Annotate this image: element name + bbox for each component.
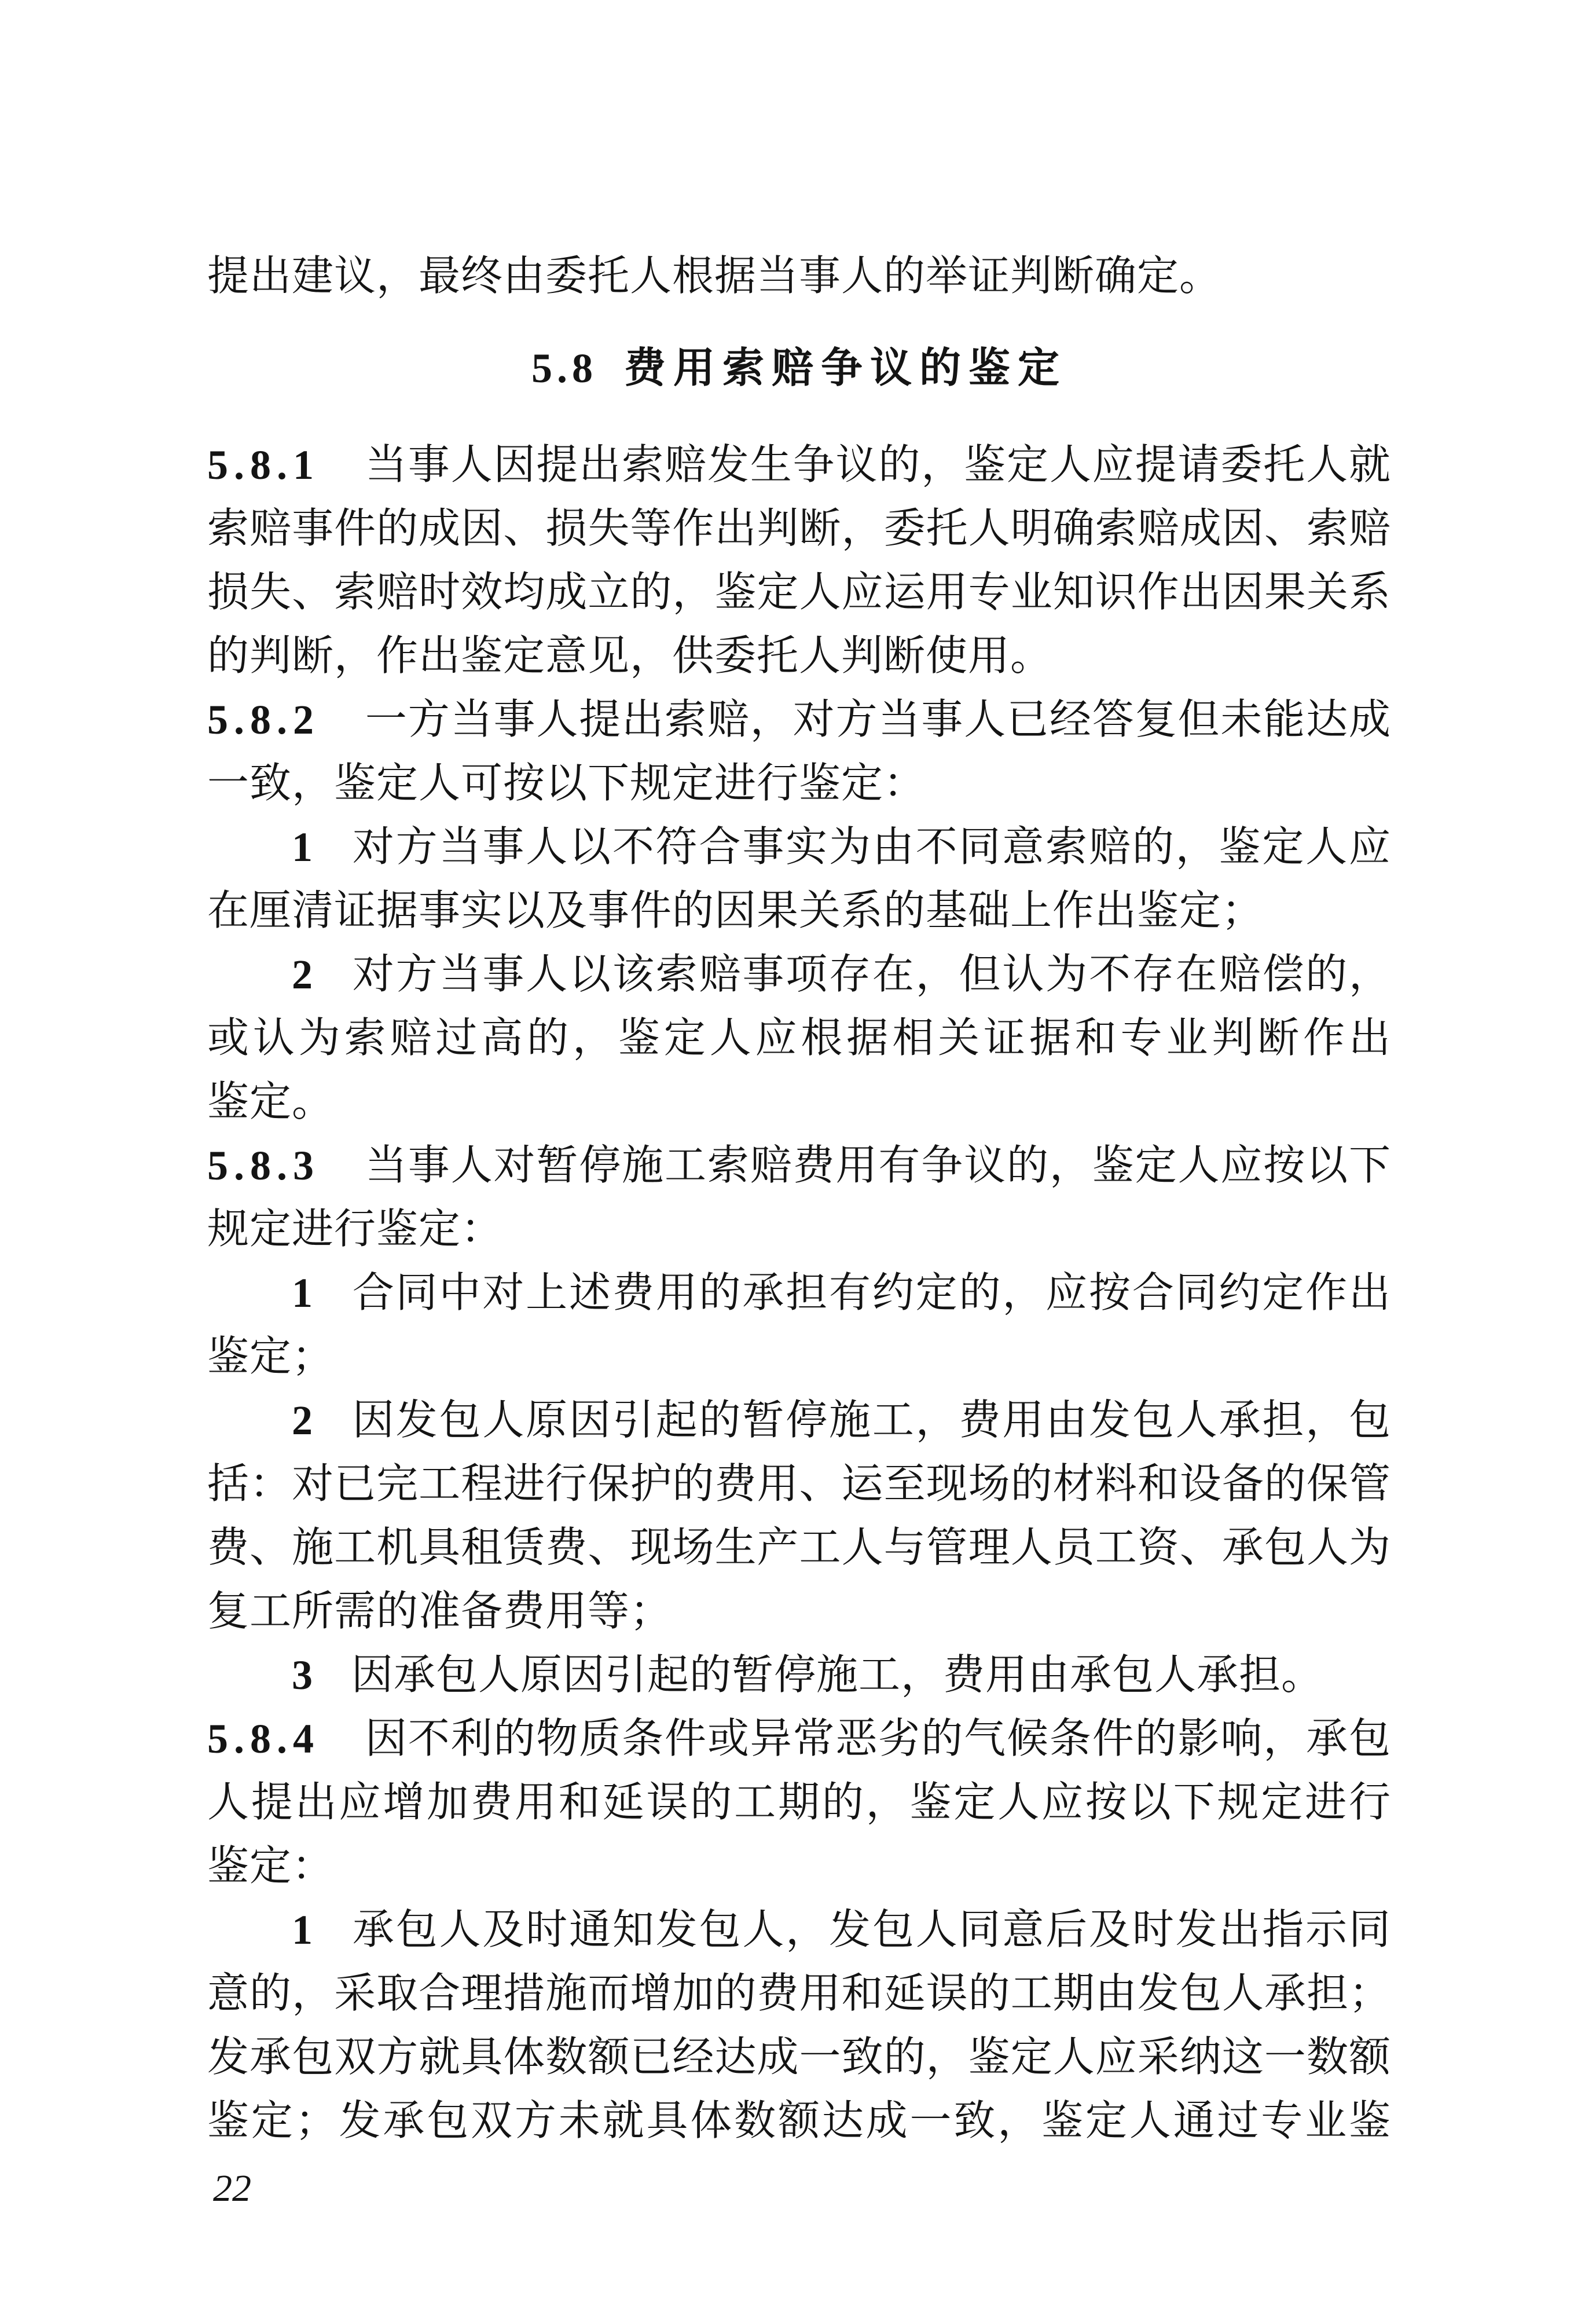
clause-line: 鉴定；发承包双方未就具体数额达成一致，鉴定人通过专业鉴 xyxy=(207,2098,1391,2144)
item-number: 3 xyxy=(292,1652,313,1698)
clause-line: 鉴定。 xyxy=(207,1079,335,1125)
paragraph-continuation-line: 提出建议，最终由委托人根据当事人的举证判断确定。 xyxy=(207,253,1222,299)
clause-line: 一致，鉴定人可按以下规定进行鉴定： xyxy=(207,760,926,807)
clause-line: 1 承包人及时通知发包人，发包人同意后及时发出指示同 xyxy=(292,1907,1391,1953)
clause-line: 人提出应增加费用和延误的工期的，鉴定人应按以下规定进行 xyxy=(207,1779,1391,1826)
clause-line: 2 因发包人原因引起的暂停施工，费用由发包人承担，包 xyxy=(292,1397,1391,1443)
clause-line: 费、施工机具租赁费、现场生产工人与管理人员工资、承包人为 xyxy=(207,1525,1391,1571)
clause-line: 鉴定： xyxy=(207,1843,335,1889)
clause-line: 5.8.3 当事人对暂停施工索赔费用有争议的，鉴定人应按以下 xyxy=(207,1142,1391,1189)
clause-line: 规定进行鉴定： xyxy=(207,1206,504,1252)
clause-lines xyxy=(207,433,1391,2153)
clause-line: 1 对方当事人以不符合事实为由不同意索赔的，鉴定人应 xyxy=(292,824,1391,870)
clause-line: 的判断，作出鉴定意见，供委托人判断使用。 xyxy=(207,633,1053,679)
clause-line: 5.8.4 因不利的物质条件或异常恶劣的气候条件的影响，承包 xyxy=(207,1716,1391,1762)
clause-number: 5.8.4 xyxy=(207,1716,320,1762)
section-heading xyxy=(207,336,1391,400)
clause-number: 5.8.1 xyxy=(207,442,320,488)
clause-line: 3 因承包人原因引起的暂停施工，费用由承包人承担。 xyxy=(292,1652,1324,1698)
clause-line: 在厘清证据事实以及事件的因果关系的基础上作出鉴定； xyxy=(207,888,1264,934)
text-block xyxy=(207,244,1391,2153)
item-number: 2 xyxy=(292,951,313,998)
clause-line: 5.8.1 当事人因提出索赔发生争议的，鉴定人应提请委托人就 xyxy=(207,442,1391,488)
item-number: 1 xyxy=(292,1270,313,1316)
clause-line: 括：对已完工程进行保护的费用、运至现场的材料和设备的保管 xyxy=(207,1461,1391,1507)
clause-line: 复工所需的准备费用等； xyxy=(207,1588,673,1635)
clause-line: 或认为索赔过高的，鉴定人应根据相关证据和专业判断作出 xyxy=(207,1015,1391,1061)
item-number: 1 xyxy=(292,1907,313,1953)
clause-number: 5.8.2 xyxy=(207,697,320,743)
clause-line: 5.8.2 一方当事人提出索赔，对方当事人已经答复但未能达成 xyxy=(207,697,1391,743)
item-number: 2 xyxy=(292,1397,313,1443)
clause-line: 发承包双方就具体数额已经达成一致的，鉴定人应采纳这一数额 xyxy=(207,2034,1391,2080)
clause-line: 1 合同中对上述费用的承担有约定的，应按合同约定作出 xyxy=(292,1270,1391,1316)
clause-line: 索赔事件的成因、损失等作出判断，委托人明确索赔成因、索赔 xyxy=(207,505,1391,552)
clause-number: 5.8.3 xyxy=(207,1142,320,1189)
clause-line: 损失、索赔时效均成立的，鉴定人应运用专业知识作出因果关系 xyxy=(207,569,1391,615)
clause-line: 2 对方当事人以该索赔事项存在，但认为不存在赔偿的， xyxy=(292,951,1391,998)
section-title: 费用索赔争议的鉴定 xyxy=(623,345,1067,391)
page-number: 22 xyxy=(213,2167,251,2210)
clause-line: 鉴定； xyxy=(207,1333,335,1380)
section-number: 5.8 xyxy=(531,345,597,391)
clause-line: 意的，采取合理措施而增加的费用和延误的工期由发包人承担； xyxy=(207,1970,1391,2017)
item-number: 1 xyxy=(292,824,313,870)
